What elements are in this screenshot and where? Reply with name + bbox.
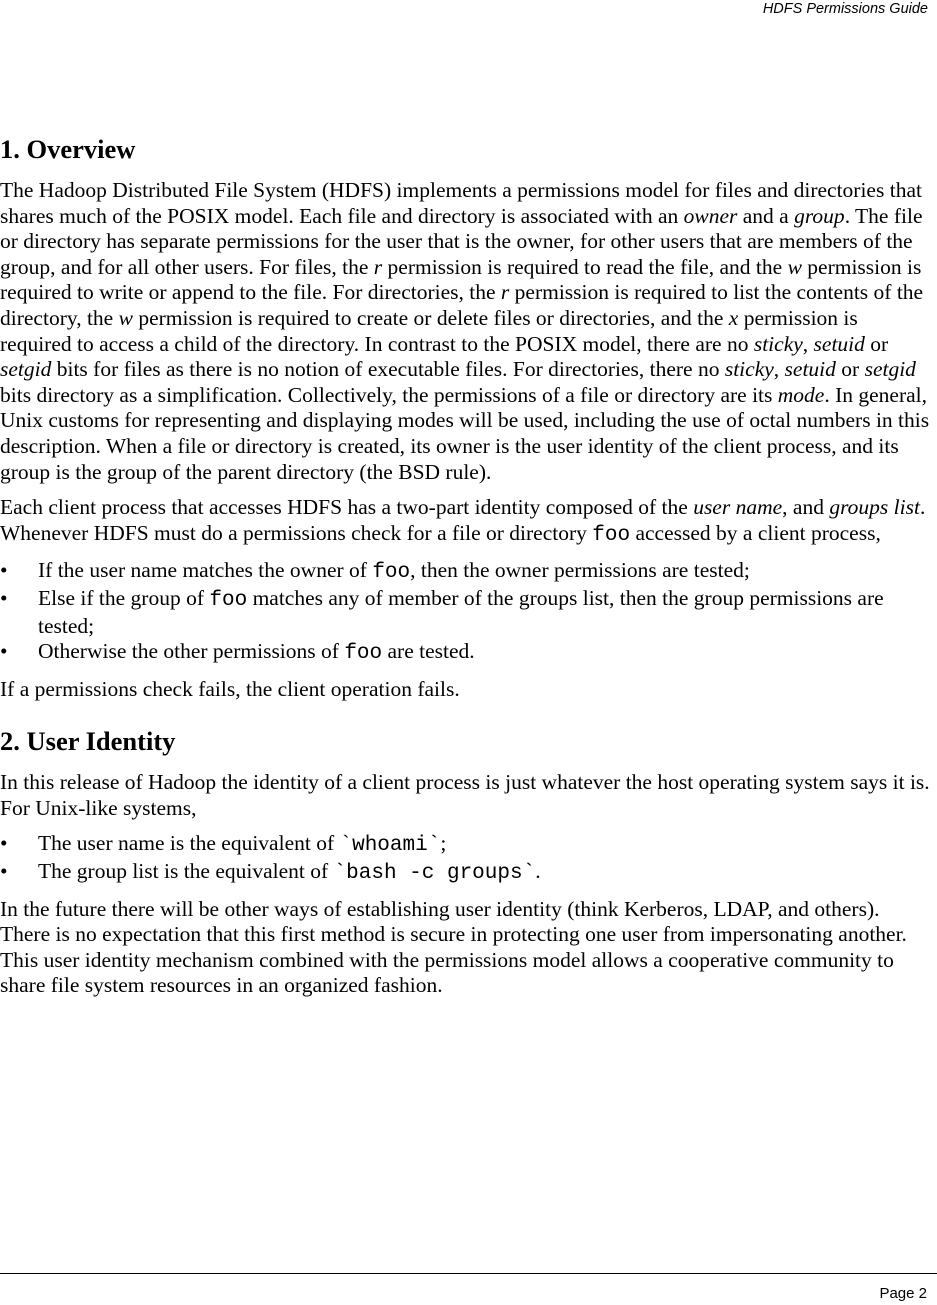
footer-divider	[0, 1273, 937, 1274]
term-setgid: setgid	[864, 357, 916, 382]
bullet-icon: •	[0, 639, 8, 664]
term-sticky: sticky	[753, 331, 803, 356]
term-groups-list: groups list	[829, 495, 920, 520]
term-r: r	[500, 280, 510, 305]
bullet-icon: •	[0, 831, 8, 856]
term-group: group	[794, 203, 845, 228]
user-identity-paragraph: In this release of Hadoop the identity of a client process is just whatever the host operating system says it is. For Unix-like systems,	[0, 770, 930, 820]
list-item: • Otherwise the other permissions of foo are tested.	[0, 639, 475, 666]
term-r: r	[373, 254, 383, 279]
term-x: x	[728, 305, 739, 330]
list-item: • Else if the group of foo matches any of member of the groups list, then the group permissions are tested;	[0, 585, 884, 638]
list-item: • If the user name matches the owner of foo, then the owner permissions are tested;	[0, 558, 750, 585]
term-sticky: sticky	[724, 357, 774, 382]
failure-paragraph: If a permissions check fails, the client operation fails.	[0, 676, 460, 701]
running-header-title: HDFS Permissions Guide	[762, 1, 928, 17]
list-item: • The user name is the equivalent of `whoami`;	[0, 831, 447, 858]
term-setuid: setuid	[784, 357, 836, 382]
identity-paragraph: Each client process that accesses HDFS has a two-part identity composed of the user name, and groups list. Whenever HDFS must do a permissions check for a file or directory foo accessed by a client process,	[0, 495, 926, 547]
bullet-icon: •	[0, 558, 8, 583]
code-foo: foo	[344, 642, 383, 666]
term-setgid: setgid	[0, 357, 52, 382]
page-number: Page 2	[879, 1285, 927, 1302]
term-setuid: setuid	[813, 331, 865, 356]
term-mode: mode	[777, 382, 825, 407]
code-foo: foo	[372, 561, 411, 585]
term-w: w	[787, 254, 802, 279]
term-owner: owner	[683, 203, 738, 228]
permission-check-list	[0, 558, 934, 666]
overview-paragraph: The Hadoop Distributed File System (HDFS) implements a permissions model for files and directories that shares much of the POSIX model. Each file and directory is associated with an owner and a group. The file or directory has separate permissions for the user that is the owner, for other users that are members of the group, and for all other users. For files, the r permission is required to read the file, and the w permission is required to write or append to the file. For directories, the r permission is required to list the contents of the directory, the w permission is required to create or delete files or directories, and the x permission is required to access a child of the directory. In contrast to the POSIX model, there are no sticky, setuid or setgid bits for files as there is no notion of executable files. For directories, there no sticky, setuid or setgid bits directory as a simplification. Collectively, the permissions of a file or directory are its mode. In general, Unix customs for representing and displaying modes will be used, including the use of octal numbers in this description. When a file or directory is created, its owner is the user identity of the client process, and its group is the group of the parent directory (the BSD rule).	[0, 178, 930, 484]
term-user-name: user name	[693, 495, 783, 520]
section-user-identity	[0, 724, 934, 999]
code-bash-groups: `bash -c groups`	[333, 862, 536, 886]
code-foo: foo	[592, 523, 631, 547]
code-whoami: `whoami`	[339, 834, 441, 858]
section-overview	[0, 132, 934, 702]
future-paragraph: In the future there will be other ways of establishing user identity (think Kerberos, LDAP, and others). There is no expectation that this first method is secure in protecting one user from impersonating another. This user identity mechanism combined with the permissions model allows a cooperative community to share file system resources in an organized fashion.	[0, 896, 907, 998]
section-heading: 1. Overview	[0, 134, 136, 164]
unix-identity-list	[0, 831, 934, 886]
document-body	[0, 132, 934, 1009]
section-heading: 2. User Identity	[0, 726, 176, 757]
bullet-icon: •	[0, 859, 8, 884]
code-foo: foo	[209, 588, 248, 612]
term-w: w	[118, 305, 133, 330]
bullet-icon: •	[0, 585, 8, 610]
list-item: • The group list is the equivalent of `bash -c groups`.	[0, 859, 541, 886]
